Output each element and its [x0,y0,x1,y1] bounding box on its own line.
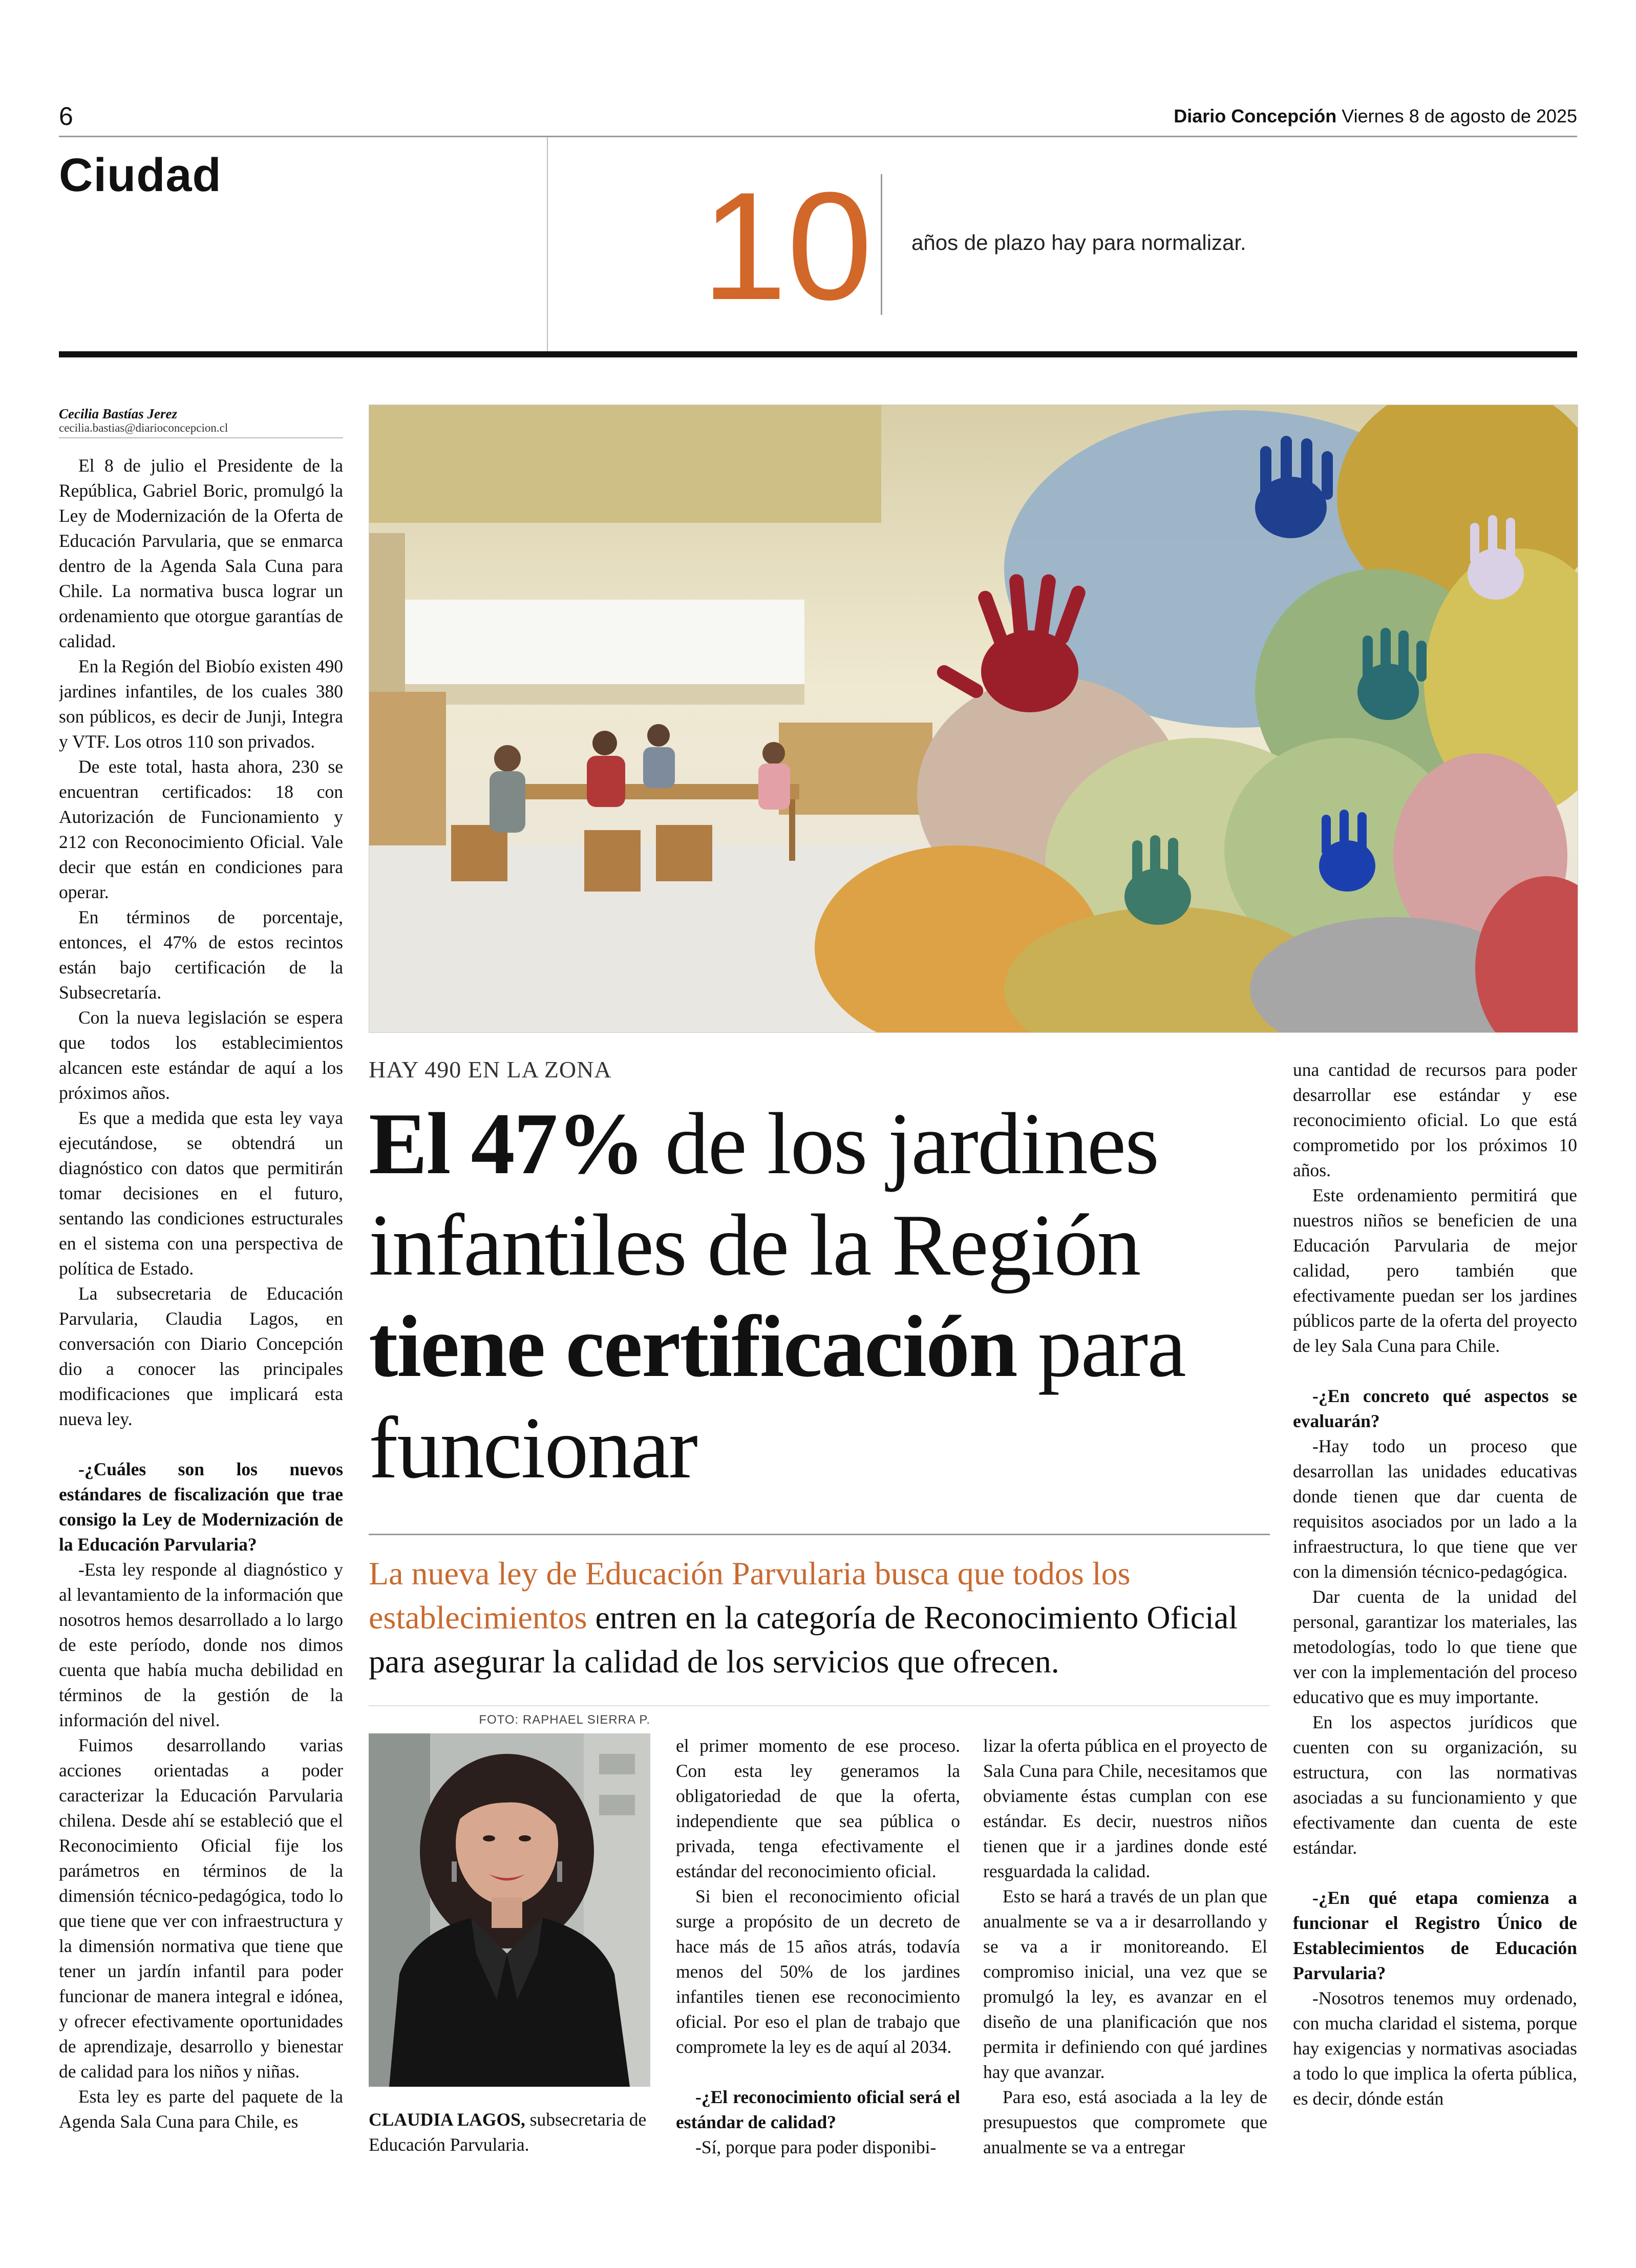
interview-question: -¿Cuáles son los nuevos estándares de fiscalización que trae consigo la Ley de Modernización de la Educación Parvularia? [59,1459,343,1555]
article-column-2 [676,1733,960,2164]
paragraph: el primer momento de ese proceso. Con esta ley generamos la obligatoriedad de que la oferta, independiente que sea pública o privada, tenga efectivamente el estándar del reconocimiento oficial. [676,1735,960,1881]
paragraph: Esta ley es parte del paquete de la Agenda Sala Cuna para Chile, es [59,2086,343,2132]
caption-role: subsecretaria de Educación Parvularia. [369,2109,647,2155]
paragraph: En términos de porcentaje, entonces, el 47% de estos recintos están bajo certificación de la Subsecretaría. [59,907,343,1003]
headline-bold-1: El 47% [369,1095,644,1193]
deck-text: entren en la categoría de Reconocimiento Oficial para asegurar la calidad de los servicios que ofrecen. [369,1599,1238,1680]
paragraph: Este ordenamiento permitirá que nuestros niños se beneficien de una Educación Parvularia de mejor calidad, pero también que efectivamente puedan ser los jardines públicos parte de la oferta del proyecto de ley Sala Cuna para Chile. [1293,1185,1577,1356]
paragraph: -Esta ley responde al diagnóstico y al levantamiento de la información que nosotros hemos desarrollado a lo largo de este período, donde nos dimos cuenta que había mucha debilidad en términos de la gestión de la información del nivel. [59,1559,343,1730]
paragraph: Para eso, está asociada a la ley de presupuestos que compromete que anualmente se va a entregar [983,2087,1267,2157]
paragraph: Es que a medida que esta ley vaya ejecutándose, se obtendrá un diagnóstico con datos que permitirán tomar decisiones en el futuro, sentando las condiciones estructurales en el sistema con una perspectiva de política de Estado. [59,1108,343,1279]
interview-question: -¿El reconocimiento oficial será el estándar de calidad? [676,2087,960,2132]
paragraph: -Nosotros tenemos muy ordenado, con mucha claridad el sistema, porque hay exigencias y normativas asociadas a todo lo que implica la oferta pública, es decir, dónde están [1293,1988,1577,2109]
highlight-divider [881,174,882,315]
deck-rule [369,1534,1270,1535]
masthead [1174,105,1577,127]
paragraph: De este total, hasta ahora, 230 se encuentran certificados: 18 con Autorización de Funcionamiento y 212 con Reconocimiento Oficial. Vale decir que están en condiciones para operar. [59,756,343,902]
byline-email: cecilia.bastias@diarioconcepcion.cl [59,421,228,434]
paragraph: En la Región del Biobío existen 490 jardines infantiles, de los cuales 380 son públicos, es decir de Junji, Integra y VTF. Los otros 110 son privados. [59,656,343,752]
headline-text-1: de los jardines infantiles de la Región [369,1095,1159,1294]
headline-text-2: para funcionar [369,1298,1185,1497]
paragraph: una cantidad de recursos para poder desarrollar ese estándar y ese reconocimiento oficial. Lo que está comprometido por los próximos 10 años. [1293,1059,1577,1180]
paragraph: Dar cuenta de la unidad del personal, garantizar los materiales, las metodologías, todo lo que tiene que ver con la implementación del proceso educativo que es muy importante. [1293,1586,1577,1707]
article-column-1 [59,453,343,2158]
header-rule [59,136,1577,137]
header-thick-rule [59,351,1577,357]
main-photo-classroom [369,405,1578,1033]
article-kicker: HAY 490 EN LA ZONA [369,1056,612,1083]
paragraph: La subsecretaria de Educación Parvularia, Claudia Lagos, en conversación con Diario Concepción dio a conocer las principales modificaciones que implicará esta nueva ley. [59,1283,343,1429]
portrait-caption [369,2107,655,2157]
newspaper-name: Diario Concepción [1174,105,1337,126]
header-divider [547,137,548,351]
paragraph: -Sí, porque para poder disponibi- [695,2137,937,2157]
article-headline [369,1093,1270,1499]
page-number: 6 [59,102,73,131]
interview-question: -¿En concreto qué aspectos se evaluarán? [1293,1386,1577,1431]
byline-rule [59,437,343,438]
section-title: Ciudad [59,149,222,201]
paragraph: Esto se hará a través de un plan que anualmente se va a ir desarrollando y se va a ir monitoreando. El compromiso inicial, una vez que se promulgó la ley, es avanzar en el diseño de una planificación que nos permita ir definiendo con qué jardines hay que avanzar. [983,1886,1267,2082]
byline-author: Cecilia Bastías Jerez [59,406,177,421]
issue-date: Viernes 8 de agosto de 2025 [1342,105,1577,126]
paragraph: lizar la oferta pública en el proyecto de Sala Cuna para Chile, necesitamos que obviamente éstas cumplan con ese estándar. Es decir, nuestros niños tienen que ir a jardines donde esté resguardada la calidad. [983,1735,1267,1881]
paragraph: Con la nueva legislación se espera que todos los establecimientos alcancen este estándar de aquí a los próximos años. [59,1007,343,1103]
deck-bottom-rule [369,1705,1270,1706]
highlight-caption: años de plazo hay para normalizar. [911,230,1246,255]
paragraph: Si bien el reconocimiento oficial surge a propósito de un decreto de hace más de 15 años atrás, todavía menos del 50% de los jardines infantiles tienen ese reconocimiento oficial. Por eso el plan de trabajo que compromete la ley es de aquí al 2034. [676,1886,960,2057]
interview-question: -¿En qué etapa comienza a funcionar el Registro Único de Establecimientos de Educación Parvularia? [1293,1888,1577,1983]
headline-bold-2: tiene certificación [369,1298,1017,1395]
paragraph: -Hay todo un proceso que desarrollan las unidades educativas donde tienen que dar cuenta de requisitos asociados por un lado a la infraestructura, lo que tiene que ver con la dimensión técnico-pedagógica. [1293,1436,1577,1582]
portrait-photo [369,1733,650,2087]
caption-name: CLAUDIA LAGOS, [369,2109,525,2130]
paragraph: Fuimos desarrollando varias acciones orientadas a poder caracterizar la Educación Parvularia chilena. Desde ahí se estableció que el Reconocimiento Oficial fije los parámetros en términos de la dimensión técnico-pedagógica, todo lo que tiene que ver con infraestructura y la dimensión normativa que tiene que tener un jardín infantil para poder funcionar de manera integral e idónea, y ofrecer efectivamente oportunidades de aprendizaje, desarrollo y bienestar de calidad para los niños y niñas. [59,1735,343,2082]
article-column-4 [1293,1057,1577,2158]
article-column-3 [983,1733,1267,2164]
paragraph: El 8 de julio el Presidente de la República, Gabriel Boric, promulgó la Ley de Modernización de la Oferta de Educación Parvularia, que se enmarca dentro de la Agenda Sala Cuna para Chile. La normativa busca lograr un ordenamiento que otorgue garantías de calidad. [59,455,343,651]
highlight-number: 10 [702,160,873,332]
article-deck [369,1552,1270,1684]
deck-highlight: La nueva ley de Educación Parvularia busca que todos los establecimientos [369,1555,1131,1636]
paragraph: En los aspectos jurídicos que cuenten con su organización, su estructura, con las normativas asociadas a su funcionamiento y que efectivamente dan cuenta de este estándar. [1293,1712,1577,1858]
photo-credit: FOTO: RAPHAEL SIERRA P. [479,1713,650,1727]
